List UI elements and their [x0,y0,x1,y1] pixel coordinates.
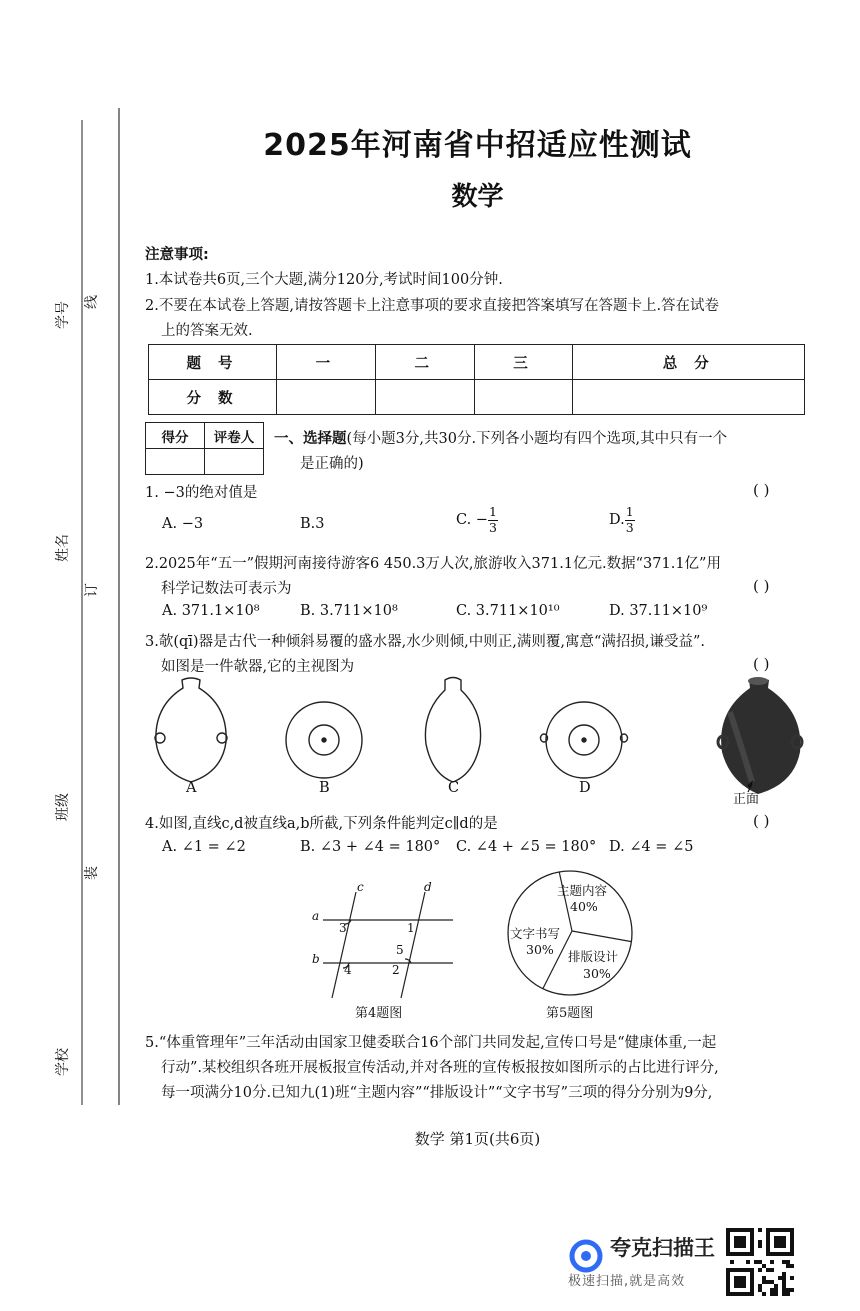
notes-heading: 注意事项: [145,247,209,263]
q5-caption: 第5题图 [546,1006,594,1021]
score-table-header: 题 号 [149,345,277,380]
pie-value-topic: 40% [570,899,598,914]
class-label: 班级 [55,793,71,821]
subject-title: 数学 [451,182,504,212]
score-cell [375,380,474,415]
q1-d-denominator: 3 [625,519,634,535]
q3-vessel-photo [718,677,802,794]
binding-label: 装 [84,866,100,880]
pie-label-writing: 文字书写 [510,926,561,941]
q3-option-d-figure [541,702,628,778]
grader-name-label: 评卷人 [205,423,264,449]
q1-option-d-prefix: D. [609,512,625,528]
scanner-slogan: 极速扫描,就是高效 [568,1274,686,1289]
q3-option-b-figure [286,702,362,778]
score-cell [474,380,573,415]
q4-label-b: b [312,952,320,966]
score-table-header: 一 [277,345,376,380]
page-footer: 数学 第1页(共6页) [414,1130,541,1148]
school-label: 学校 [55,1048,71,1076]
q4-option-a: A. ∠1 = ∠2 [162,839,246,855]
q1-stem: 1. −3的绝对值是 [145,485,258,501]
q2-option-b: B. 3.711×10⁸ [300,603,398,619]
q1-option-d-fraction [625,506,635,534]
q1-option-c [456,506,498,534]
q4-figure [305,880,465,1005]
score-row-label: 分 数 [149,380,277,415]
q2-answer-paren: ( ) [753,577,770,595]
q4-angle-5: 5 [396,943,404,957]
q1-d-numerator: 1 [625,504,634,519]
q3-label-b: B [319,780,330,796]
section1-desc-cont: 是正确的) [300,456,364,472]
q1-c-numerator: 1 [488,504,497,519]
qr-code-icon [726,1228,794,1296]
q2-stem-cont: 科学记数法可表示为 [161,581,292,597]
q1-option-b: B.3 [300,516,325,532]
q4-option-d: D. ∠4 = ∠5 [609,839,694,855]
q3-option-c-figure [425,678,480,783]
note-2: 2.不要在本试卷上答题,请按答题卡上注意事项的要求直接把答案填写在答题卡上.答在试卷 [145,298,720,314]
q4-option-c: C. ∠4 + ∠5 = 180° [456,839,597,855]
q4-angle-1: 1 [407,921,415,935]
q1-c-denominator: 3 [488,519,497,535]
q1-option-a: A. −3 [162,516,204,532]
score-table-header: 三 [474,345,573,380]
score-table-score-row [149,380,805,415]
line-c [332,892,356,998]
q4-angle-3: 3 [339,921,347,935]
q3-option-a-figure [155,678,227,782]
score-table [148,344,805,415]
q4-angle-2: 2 [392,963,400,977]
q4-label-a: a [312,909,320,923]
q4-label-c: c [357,880,364,894]
q3-answer-paren: ( ) [753,655,770,673]
pie-label-layout: 排版设计 [568,949,619,964]
section1-desc: (每小题3分,共30分.下列各小题均有四个选项,其中只有一个 [346,431,728,447]
q4-stem: 4.如图,直线c,d被直线a,b所截,下列条件能判定c∥d的是 [145,816,498,832]
q3-label-a: A [186,780,197,796]
q2-option-a: A. 371.1×10⁸ [162,603,260,619]
q2-stem: 2.2025年“五一”假期河南接待游客6 450.3万人次,旅游收入371.1亿元.数据“371.1亿”用 [145,556,721,572]
q1-option-c-prefix: C. − [456,512,488,528]
q1-option-d [609,506,635,534]
score-table-header-row [149,345,805,380]
section1-line1 [274,427,727,448]
q4-angle-4: 4 [344,963,352,977]
q5-line-2: 行动”.某校组织各班开展板报宣传活动,并对各班的宣传板报按如图所示的占比进行评分, [161,1060,719,1076]
pie-value-layout: 30% [583,966,611,981]
pie-label-topic: 主题内容 [557,883,608,898]
line-d [401,892,425,998]
name-label: 姓名 [55,534,71,562]
grader-cell [146,449,205,475]
cut-line-label: 线 [84,295,100,309]
q2-option-c: C. 3.711×10¹⁰ [456,603,560,619]
q4-caption: 第4题图 [355,1006,403,1021]
grader-cell [205,449,264,475]
section1-heading: 一、选择题 [274,431,347,447]
q1-option-c-fraction [488,506,498,534]
grader-score-label: 得分 [146,423,205,449]
q3-label-c: C [448,780,460,796]
student-id-label: 学号 [55,301,71,329]
pie-value-writing: 30% [526,942,554,957]
q1-answer-paren: ( ) [753,481,770,499]
q3-label-d: D [579,780,591,796]
q3-stem-cont: 如图是一件欹器,它的主视图为 [161,659,355,675]
q4-label-d: d [424,880,432,894]
score-table-header: 总 分 [573,345,805,380]
q4-answer-paren: ( ) [753,812,770,830]
page-title: 2025年河南省中招适应性测试 [263,128,692,163]
q2-option-d: D. 37.11×10⁹ [609,603,708,619]
staple-label: 订 [84,583,100,597]
score-cell [573,380,805,415]
q3-stem: 3.欹(qī)器是古代一种倾斜易覆的盛水器,水少则倾,中则正,满则覆,寓意“满招损,谦受益”. [145,634,706,650]
score-table-header: 二 [375,345,474,380]
scanner-brand: 夸克扫描王 [610,1236,715,1260]
q5-line-3: 每一项满分10分.已知九(1)班“主题内容”“排版设计”“文字书写”三项的得分分别为9分, [161,1085,713,1101]
q3-front-label: 正面 [733,792,760,807]
q4-option-b: B. ∠3 + ∠4 = 180° [300,839,441,855]
note-1: 1.本试卷共6页,三个大题,满分120分,考试时间100分钟. [145,272,503,288]
grader-box [145,422,264,475]
pie-slice-boundary [572,931,631,942]
note-2-cont: 上的答案无效. [161,323,253,339]
q5-line-1: 5.“体重管理年”三年活动由国家卫健委联合16个部门共同发起,宣传口号是“健康体重,一起 [145,1035,717,1051]
score-cell [277,380,376,415]
